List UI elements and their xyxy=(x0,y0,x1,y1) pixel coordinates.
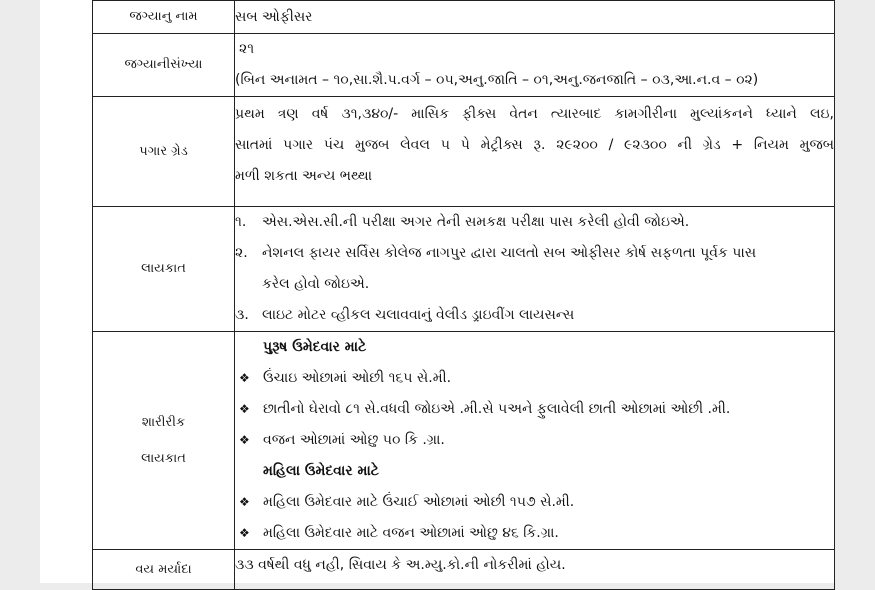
list-item xyxy=(235,300,834,331)
list-item xyxy=(235,207,834,238)
male-heading: પુરૂષ ઉમેદવાર માટે xyxy=(263,339,367,355)
age-limit-value: ૩૩ વર્ષથી વધુ નહી, સિવાય કે અ.મ્યુ.કો.ની નોકરીમાં હોય. xyxy=(235,557,566,573)
recruitment-details-table xyxy=(92,0,835,590)
diamond-bullet-icon: ❖ xyxy=(239,433,250,447)
qualification-label: લાયકાત xyxy=(93,207,235,332)
age-limit-label: વય મર્યાદા xyxy=(93,550,235,590)
table-row-age-limit xyxy=(93,550,835,590)
vacancies-breakdown: (બિન અનામત – ૧૦,સા.શૈ.પ.વર્ગ – ૦૫,અનુ.જાતિ – ૦૧,અનુ.જનજાતિ – ૦૩,આ.ન.વ – ૦૨) xyxy=(235,72,759,88)
table-row-qualification xyxy=(93,207,835,332)
male-requirement: વજન ઓછામાં ઓછુ ૫૦ કિ .ગ્રા. xyxy=(263,432,445,448)
vacancies-label: જગ્યાનીસંખ્યા xyxy=(93,34,235,97)
vacancies-total: ૨૧ xyxy=(239,41,255,57)
pay-grade-line-3: મળી શકતા અન્ય ભથ્થા xyxy=(235,168,373,184)
qualification-text-continued: કરેલ હોવો જોઇએ. xyxy=(262,276,370,292)
item-number: ૩. xyxy=(235,307,249,323)
qualification-text: લાઇટ મોટર વ્હીકલ ચલાવવાનું વેલીડ ડ્રાઇવીંગ લાયસન્સ xyxy=(262,307,575,323)
qualification-text: એસ.એસ.સી.ની પરીક્ષા અગર તેની સમકક્ષ પરીક્ષા પાસ કરેલી હોવી જોઇએ. xyxy=(262,214,690,230)
pay-grade-line-2: સાતમાં પગાર પંચ મુજબ લેવલ ૫ પે મેટ્રીક્સ રૂ. ૨૯૨૦૦ / ૯૨૩૦૦ ની ગ્રેડ + નિયમ મુજબ xyxy=(235,137,834,153)
list-item xyxy=(235,487,834,518)
diamond-bullet-icon: ❖ xyxy=(239,526,250,540)
document-page xyxy=(40,0,835,583)
male-requirement: ઉંચાઇ ઓછામાં ઓછી ૧૬૫ સે.મી. xyxy=(263,370,452,386)
list-item xyxy=(235,238,834,269)
qualification-text: નેશનલ ફાયર સર્વિસ કોલેજ નાગપુર દ્વારા ચાલતો સબ ઓફીસર કોર્ષ સફળતા પૂર્વક પાસ xyxy=(262,245,757,261)
physical-label-line-2: લાયકાત xyxy=(141,450,186,466)
pay-grade-line-1: પ્રથમ ત્રણ વર્ષ ૩૧,૩૪૦/- માસિક ફીક્સ વેતન ત્યારબાદ કામગીરીના મુલ્યાંકનને ધ્યાને લઇ, xyxy=(235,106,834,122)
list-item xyxy=(235,363,834,394)
item-number: ૧. xyxy=(235,214,247,230)
female-requirement: મહિલા ઉમેદવાર માટે ઉંચાઈ ઓછામાં ઓછી ૧૫૭ સે.મી. xyxy=(263,494,575,510)
pay-grade-label: પગાર ગ્રેડ xyxy=(93,97,235,207)
table-row-vacancies xyxy=(93,34,835,97)
female-requirement: મહિલા ઉમેદવાર માટે વજન ઓછામાં ઓછુ ૪૬ કિ.ગ્રા. xyxy=(263,525,559,541)
table-row-post-name xyxy=(93,1,835,34)
list-item xyxy=(235,394,834,425)
item-number: ૨. xyxy=(235,245,248,261)
diamond-bullet-icon: ❖ xyxy=(239,371,250,385)
female-heading: મહિલા ઉમેદવાર માટે xyxy=(263,463,379,479)
post-name-label: જગ્યાનુ નામ xyxy=(93,1,235,34)
diamond-bullet-icon: ❖ xyxy=(239,402,250,416)
list-item xyxy=(235,425,834,456)
table-row-physical xyxy=(93,332,835,550)
diamond-bullet-icon: ❖ xyxy=(239,495,250,509)
post-name-value: સબ ઓફીસર xyxy=(235,8,313,25)
table-row-pay-grade xyxy=(93,97,835,207)
physical-label-line-1: શારીરીક xyxy=(141,414,186,430)
male-requirement: છાતીનો ઘેરાવો ૮૧ સે.વધવી જોઇએ .મી.સે ૫અને ફુલાવેલી છાતી ઓછામાં ઓછી .મી. xyxy=(263,401,731,417)
list-item xyxy=(235,518,834,549)
